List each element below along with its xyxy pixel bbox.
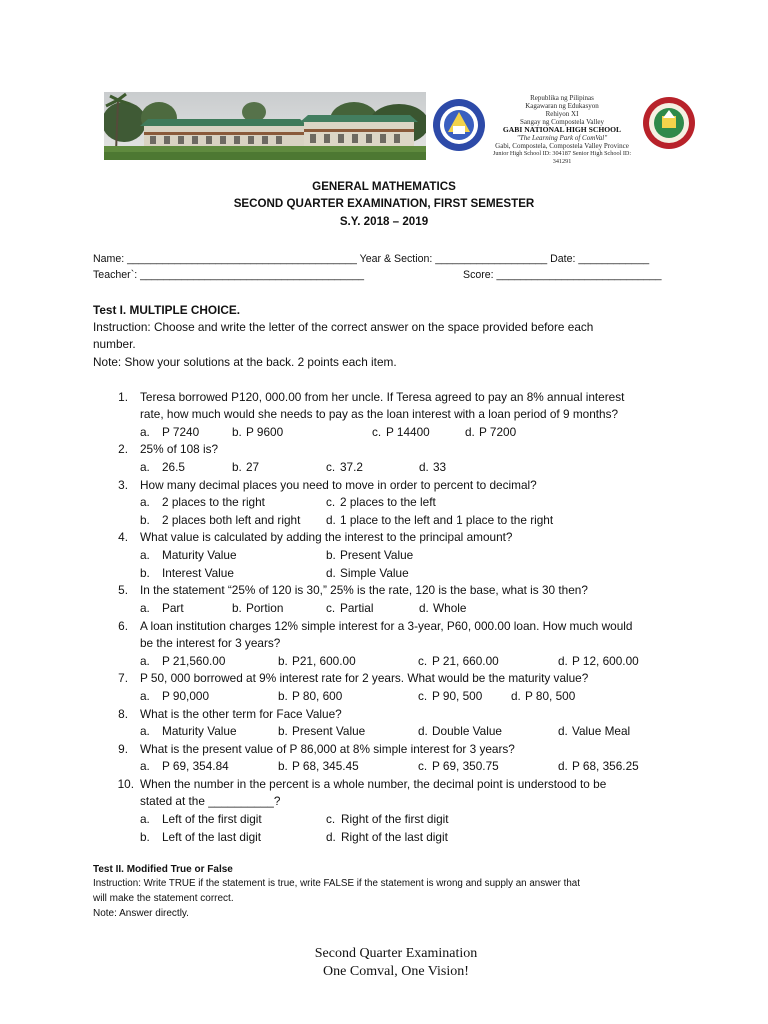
choice-text: P 12, 600.00	[572, 654, 639, 668]
choice-letter: c.	[326, 460, 336, 474]
choice-text: 2 places both left and right	[162, 513, 301, 527]
exam-subject-title: GENERAL MATHEMATICS	[312, 180, 456, 193]
question-text: be the interest for 3 years?	[140, 636, 281, 650]
question-text: What value is calculated by adding the interest to the principal amount?	[140, 530, 513, 544]
choice-text: P 21,560.00	[162, 654, 226, 668]
choice-letter: c.	[326, 495, 336, 509]
choice-text: P 68, 356.25	[572, 759, 639, 773]
score-line[interactable]: Score: ____________________________	[463, 269, 662, 281]
item-number: 7.	[118, 671, 128, 685]
choice-letter: b.	[278, 759, 288, 773]
question-text: What is the present value of P 86,000 at 8% simple interest for 3 years?	[140, 742, 515, 756]
item-number: 4.	[118, 530, 128, 544]
choice-letter: d.	[558, 724, 568, 738]
question-text: What is the other term for Face Value?	[140, 707, 342, 721]
school-year-title: S.Y. 2018 – 2019	[339, 215, 429, 228]
choice-letter: d.	[419, 460, 429, 474]
choice-text: 26.5	[162, 460, 185, 474]
test2-instruction-cont: will make the statement correct.	[93, 893, 234, 904]
choice-letter: a.	[140, 724, 150, 738]
exam-quarter-title: SECOND QUARTER EXAMINATION, FIRST SEMESTER	[233, 197, 535, 210]
choice-letter: c.	[372, 425, 382, 439]
header-banner	[104, 92, 694, 165]
choice-letter: d.	[326, 566, 336, 580]
choice-text: Present Value	[292, 724, 366, 738]
choice-text: P21, 600.00	[292, 654, 356, 668]
choice-text: P 69, 350.75	[432, 759, 499, 773]
school-info-line: Rehiyon XI	[545, 110, 579, 118]
choice-letter: a.	[140, 548, 150, 562]
choice-text: 33	[433, 460, 447, 474]
choice-letter: d.	[511, 689, 521, 703]
choice-text: Value Meal	[572, 724, 631, 738]
question-text: 25% of 108 is?	[140, 442, 219, 456]
school-seal-icon	[642, 96, 696, 150]
item-number: 9.	[118, 742, 128, 756]
choice-letter: c.	[326, 601, 336, 615]
choice-text: Whole	[433, 601, 467, 615]
choice-letter: b.	[278, 689, 288, 703]
footer-exam-label: Second Quarter Examination	[314, 946, 478, 961]
choice-letter: d.	[418, 724, 428, 738]
choice-text: P 7240	[162, 425, 200, 439]
test2-note: Note: Answer directly.	[93, 908, 189, 919]
choice-letter: b.	[326, 548, 336, 562]
choice-letter: c.	[326, 812, 336, 826]
test1-instruction-cont: number.	[93, 337, 136, 351]
choice-text: P 90,000	[162, 689, 210, 703]
school-name: GABI NATIONAL HIGH SCHOOL	[502, 125, 622, 134]
question-text: Teresa borrowed P120, 000.00 from her uncle. If Teresa agreed to pay an 8% annual interest	[140, 390, 625, 404]
choice-letter: b.	[278, 724, 288, 738]
choice-letter: a.	[140, 601, 150, 615]
test1-heading: Test I. MULTIPLE CHOICE.	[93, 303, 241, 317]
school-info	[486, 94, 638, 165]
question-text: rate, how much would she needs to pay as the loan interest with a loan period of 9 months?	[140, 407, 619, 421]
test2-instruction: Instruction: Write TRUE if the statement is true, write FALSE if the statement is wrong and supply an answer that	[93, 878, 580, 889]
choice-letter: a.	[140, 654, 150, 668]
choice-text: Left of the last digit	[162, 830, 262, 844]
choice-text: Maturity Value	[162, 724, 237, 738]
item-number: 10.	[117, 777, 134, 791]
item-number: 3.	[118, 478, 128, 492]
choice-letter: b.	[140, 830, 150, 844]
choice-text: P 80, 600	[292, 689, 343, 703]
choice-letter: c.	[418, 654, 428, 668]
choice-text: Right of the first digit	[341, 812, 449, 826]
choice-text: 37.2	[340, 460, 363, 474]
choice-letter: b.	[140, 513, 150, 527]
choice-letter: b.	[232, 601, 242, 615]
choice-text: P 90, 500	[432, 689, 483, 703]
choice-text: Partial	[340, 601, 374, 615]
choice-text: P 21, 660.00	[432, 654, 499, 668]
name-section-date-line[interactable]: Name: _______________________________________ Year & Section: ___________________ Date: ____________	[93, 253, 650, 265]
question-text: When the number in the percent is a whole number, the decimal point is understood to be	[140, 777, 607, 791]
campus-photo	[104, 92, 426, 160]
choice-text: Double Value	[432, 724, 502, 738]
choice-letter: a.	[140, 689, 150, 703]
choice-letter: d.	[465, 425, 475, 439]
choice-letter: d.	[558, 759, 568, 773]
question-text: A loan institution charges 12% simple interest for a 3-year, P60, 000.00 loan. How much would	[140, 619, 633, 633]
choice-letter: a.	[140, 812, 150, 826]
choice-letter: b.	[232, 425, 242, 439]
footer-slogan: One Comval, One Vision!	[323, 964, 469, 979]
school-info-line: Sangay ng Compostela Valley	[519, 118, 605, 126]
choice-letter: b.	[278, 654, 288, 668]
school-motto: "The Learning Park of ComVal"	[516, 134, 608, 142]
choice-letter: c.	[418, 759, 428, 773]
item-number: 1.	[118, 390, 128, 404]
choice-text: Interest Value	[162, 566, 234, 580]
school-info-line: Kagawaran ng Edukasyon	[525, 102, 599, 110]
choice-text: Present Value	[340, 548, 414, 562]
choice-text: P 9600	[246, 425, 284, 439]
question-text: P 50, 000 borrowed at 9% interest rate for 2 years. What would be the maturity value?	[140, 671, 589, 685]
choice-text: Simple Value	[340, 566, 409, 580]
question-text: stated at the __________?	[140, 794, 281, 808]
choice-text: P 68, 345.45	[292, 759, 359, 773]
choice-letter: a.	[140, 425, 150, 439]
choice-text: P 7200	[479, 425, 517, 439]
choice-text: P 14400	[386, 425, 430, 439]
choice-text: Portion	[246, 601, 284, 615]
choice-text: P 80, 500	[525, 689, 576, 703]
question-text: How many decimal places you need to move in order to percent to decimal?	[140, 478, 537, 492]
item-number: 6.	[118, 619, 128, 633]
choice-letter: b.	[232, 460, 242, 474]
choice-text: 1 place to the left and 1 place to the right	[340, 513, 554, 527]
choice-letter: d.	[326, 513, 336, 527]
choice-letter: d.	[326, 830, 336, 844]
test1-note: Note: Show your solutions at the back. 2 points each item.	[93, 355, 397, 369]
deped-seal-icon	[432, 98, 486, 152]
choice-text: Right of the last digit	[341, 830, 448, 844]
choice-letter: a.	[140, 460, 150, 474]
choice-letter: a.	[140, 759, 150, 773]
choice-text: 2 places to the right	[162, 495, 265, 509]
school-info-line: Republika ng Pilipinas	[530, 94, 594, 102]
choice-letter: d.	[419, 601, 429, 615]
choice-text: P 69, 354.84	[162, 759, 229, 773]
school-ids: Junior High School ID: 304187 Senior High School ID: 341291	[492, 150, 632, 165]
item-number: 8.	[118, 707, 128, 721]
test2-heading: Test II. Modified True or False	[93, 864, 233, 875]
choice-text: 2 places to the left	[340, 495, 436, 509]
test1-instruction: Instruction: Choose and write the letter of the correct answer on the space provided before each	[93, 320, 594, 334]
choice-letter: c.	[418, 689, 428, 703]
choice-text: Part	[162, 601, 184, 615]
choice-letter: d.	[558, 654, 568, 668]
choice-letter: b.	[140, 566, 150, 580]
school-address: Gabi, Compostela, Compostela Valley Province	[495, 142, 629, 150]
item-number: 5.	[118, 583, 128, 597]
question-text: In the statement “25% of 120 is 30,” 25% is the rate, 120 is the base, what is 30 then?	[140, 583, 588, 597]
choice-text: Left of the first digit	[162, 812, 262, 826]
teacher-line[interactable]: Teacher`: ______________________________________	[93, 269, 364, 281]
school-header	[430, 94, 694, 165]
choice-text: 27	[246, 460, 260, 474]
choice-text: Maturity Value	[162, 548, 237, 562]
choice-letter: a.	[140, 495, 150, 509]
item-number: 2.	[118, 442, 128, 456]
